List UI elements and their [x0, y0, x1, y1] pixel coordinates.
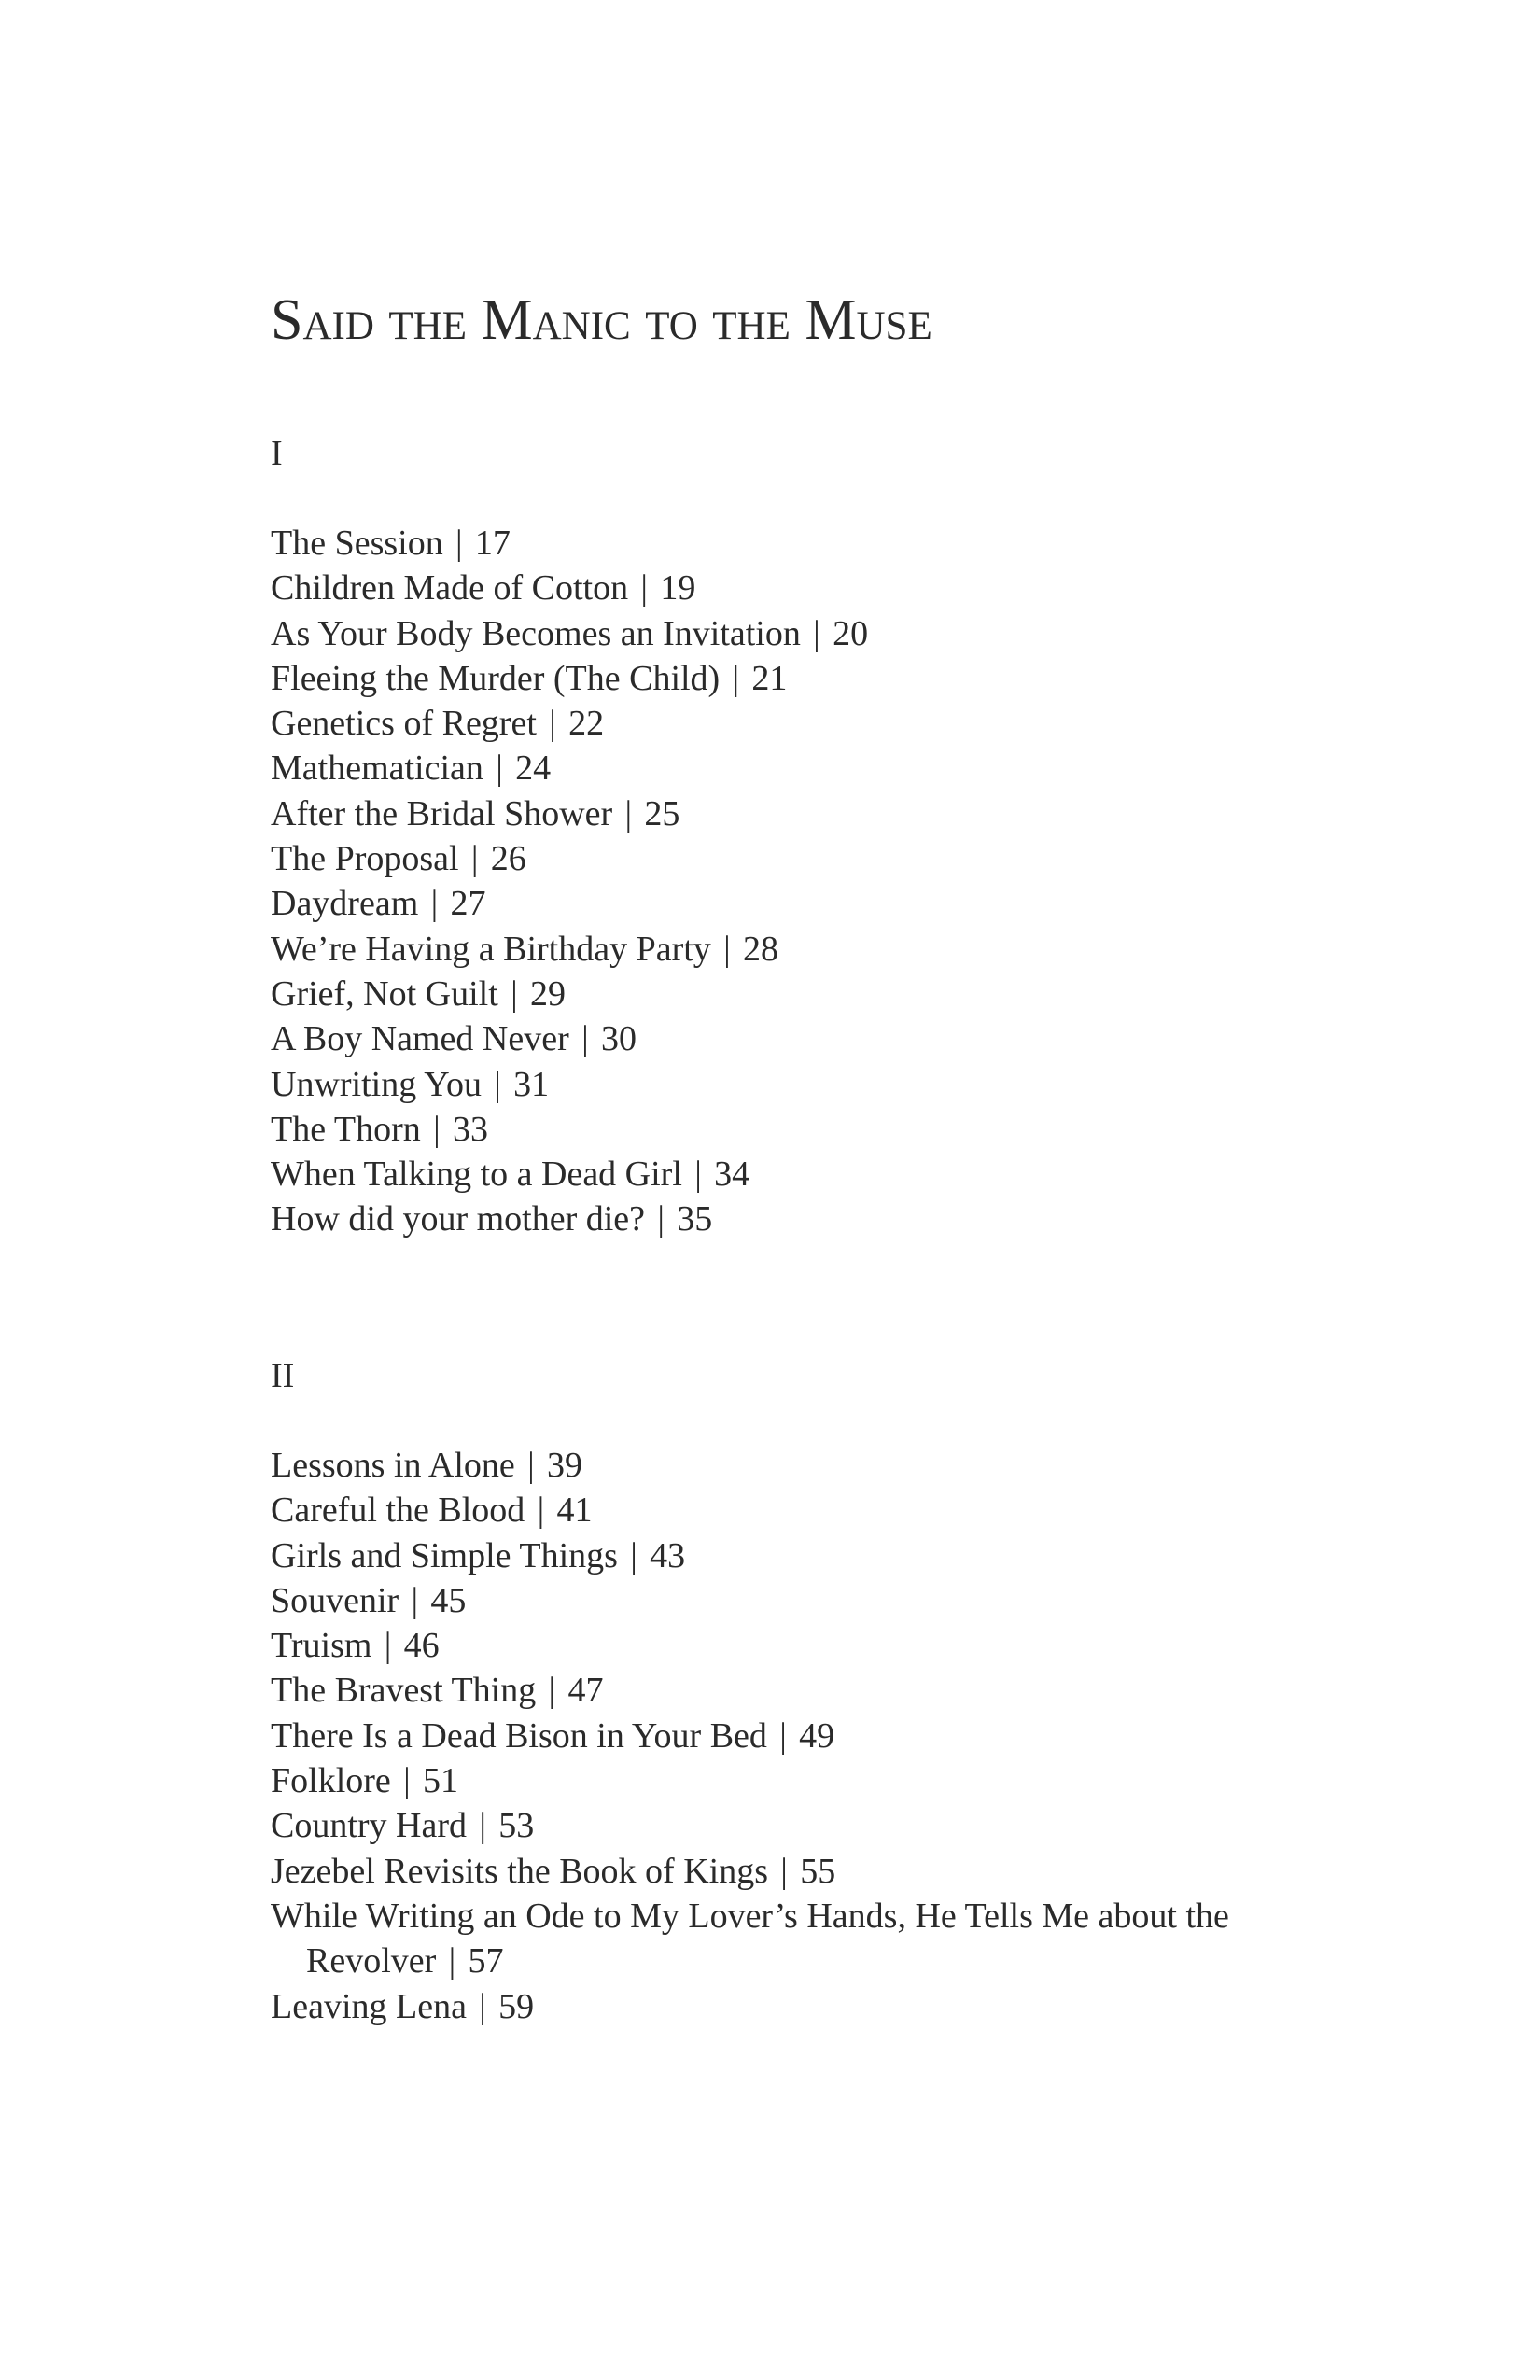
entry-page-number: 29 [530, 973, 566, 1014]
toc-entry [271, 1533, 1391, 1578]
entry-title: Careful the Blood [271, 1491, 525, 1531]
entry-page-number: 24 [515, 749, 552, 789]
page-title: Said the Manic to the Muse [271, 288, 932, 352]
page-separator: | [433, 1109, 441, 1149]
toc-entry [271, 1152, 1391, 1197]
entry-page-number: 33 [452, 1109, 488, 1149]
entry-page-number: 21 [751, 658, 788, 698]
entry-page-number: 19 [660, 568, 696, 609]
toc-entry [271, 611, 1391, 656]
toc-list [271, 521, 1391, 1242]
page-separator: | [455, 524, 463, 563]
toc-entry [271, 1062, 1391, 1107]
page-separator: | [384, 1626, 392, 1666]
page-separator: | [723, 929, 731, 969]
page-separator: | [780, 1851, 788, 1891]
entry-title: Truism [271, 1626, 372, 1666]
page-separator: | [448, 1941, 456, 1981]
toc-entry [271, 1894, 1391, 1984]
entry-page-number: 39 [546, 1446, 582, 1485]
entry-title: Unwriting You [271, 1064, 482, 1104]
entry-page-number: 31 [513, 1064, 550, 1104]
page-separator: | [581, 1019, 589, 1059]
toc-entry [271, 836, 1391, 881]
entry-title: While Writing an Ode to My Lover’s Hands, He Tells Me about the Revolver [271, 1896, 1229, 1981]
entry-page-number: 22 [568, 704, 605, 744]
entry-page-number: 26 [490, 839, 526, 879]
entry-page-number: 46 [403, 1626, 440, 1666]
entry-page-number: 17 [474, 524, 511, 563]
entry-title: Children Made of Cotton [271, 568, 629, 609]
entry-page-number: 49 [799, 1715, 835, 1756]
entry-page-number: 41 [556, 1491, 593, 1531]
entry-page-number: 47 [567, 1671, 604, 1711]
entry-page-number: 51 [422, 1761, 458, 1801]
entry-title: When Talking to a Dead Girl [271, 1155, 682, 1195]
entry-title: Genetics of Regret [271, 704, 537, 744]
entry-page-number: 28 [743, 929, 778, 969]
entry-title: Lessons in Alone [271, 1446, 515, 1485]
toc-entry [271, 791, 1391, 836]
entry-title: A Boy Named Never [271, 1019, 569, 1059]
page-separator: | [494, 1064, 501, 1104]
entry-title: Leaving Lena [271, 1986, 467, 2026]
entry-title: Jezebel Revisits the Book of Kings [271, 1851, 768, 1891]
entry-page-number: 34 [714, 1155, 750, 1195]
entry-page-number: 27 [450, 884, 486, 924]
entry-title: Country Hard [271, 1806, 468, 1846]
page-separator: | [403, 1761, 411, 1801]
page-separator: | [411, 1580, 419, 1620]
toc-entry [271, 927, 1391, 972]
entry-title: After the Bridal Shower [271, 793, 613, 833]
entry-title: As Your Body Becomes an Invitation [271, 613, 801, 653]
toc-section-1 [271, 431, 1391, 1242]
toc-entry [271, 656, 1391, 701]
toc-entry [271, 701, 1391, 746]
page-separator: | [657, 1199, 665, 1239]
toc-entry [271, 746, 1391, 791]
entry-title: The Proposal [271, 839, 459, 879]
toc-entry [271, 1984, 1391, 2029]
toc-entry [271, 1107, 1391, 1152]
entry-page-number: 59 [498, 1986, 535, 2026]
entry-title: Souvenir [271, 1580, 399, 1620]
page-separator: | [694, 1155, 702, 1195]
toc-entry [271, 1443, 1391, 1488]
page-separator: | [537, 1491, 545, 1531]
entry-title: We’re Having a Birthday Party [271, 929, 711, 969]
entry-title: How did your mother die? [271, 1199, 646, 1239]
toc-section-2 [271, 1353, 1391, 2029]
page-separator: | [549, 704, 556, 744]
page-separator: | [470, 839, 479, 879]
page-separator: | [511, 973, 518, 1014]
entry-title: Mathematician [271, 749, 483, 789]
page-separator: | [732, 658, 740, 698]
toc-entry [271, 1758, 1391, 1803]
page-separator: | [527, 1446, 535, 1485]
toc-entry [271, 972, 1391, 1016]
entry-title: Fleeing the Murder (The Child) [271, 658, 721, 698]
page-separator: | [548, 1671, 556, 1711]
entry-title: The Session [271, 524, 443, 563]
toc-entry [271, 1488, 1391, 1533]
toc-entry [271, 1803, 1391, 1848]
toc-entry [271, 1016, 1391, 1061]
toc-entry [271, 1578, 1391, 1623]
entry-page-number: 53 [498, 1806, 535, 1846]
page-separator: | [630, 1535, 637, 1575]
entry-page-number: 55 [800, 1851, 836, 1891]
page-separator: | [496, 749, 503, 789]
entry-title: Folklore [271, 1761, 391, 1801]
section-label: I [271, 434, 283, 473]
toc-entry [271, 1714, 1391, 1758]
page-separator: | [430, 884, 439, 924]
entry-title: Grief, Not Guilt [271, 973, 498, 1014]
entry-title: Daydream [271, 884, 419, 924]
entry-page-number: 25 [644, 793, 680, 833]
toc-entry [271, 881, 1391, 926]
entry-page-number: 45 [430, 1580, 467, 1620]
entry-title: Girls and Simple Things [271, 1535, 618, 1575]
entry-title: There Is a Dead Bison in Your Bed [271, 1715, 767, 1756]
entry-page-number: 43 [650, 1535, 686, 1575]
entry-page-number: 20 [833, 613, 869, 653]
section-label: II [271, 1356, 295, 1395]
page-separator: | [640, 568, 649, 609]
toc-list [271, 1443, 1391, 2029]
toc-entry [271, 1668, 1391, 1713]
page-separator: | [479, 1986, 486, 2026]
entry-page-number: 35 [677, 1199, 713, 1239]
entry-title: The Bravest Thing [271, 1671, 537, 1711]
toc-entry [271, 1197, 1391, 1241]
page-separator: | [779, 1715, 787, 1756]
page-separator: | [479, 1806, 486, 1846]
page-separator: | [624, 793, 633, 833]
toc-entry [271, 521, 1391, 566]
entry-page-number: 57 [468, 1941, 504, 1981]
toc-entry [271, 1849, 1391, 1894]
toc-entry [271, 1623, 1391, 1668]
entry-title: The Thorn [271, 1109, 421, 1149]
toc-entry [271, 566, 1391, 610]
page-separator: | [813, 613, 820, 653]
entry-page-number: 30 [600, 1019, 637, 1059]
